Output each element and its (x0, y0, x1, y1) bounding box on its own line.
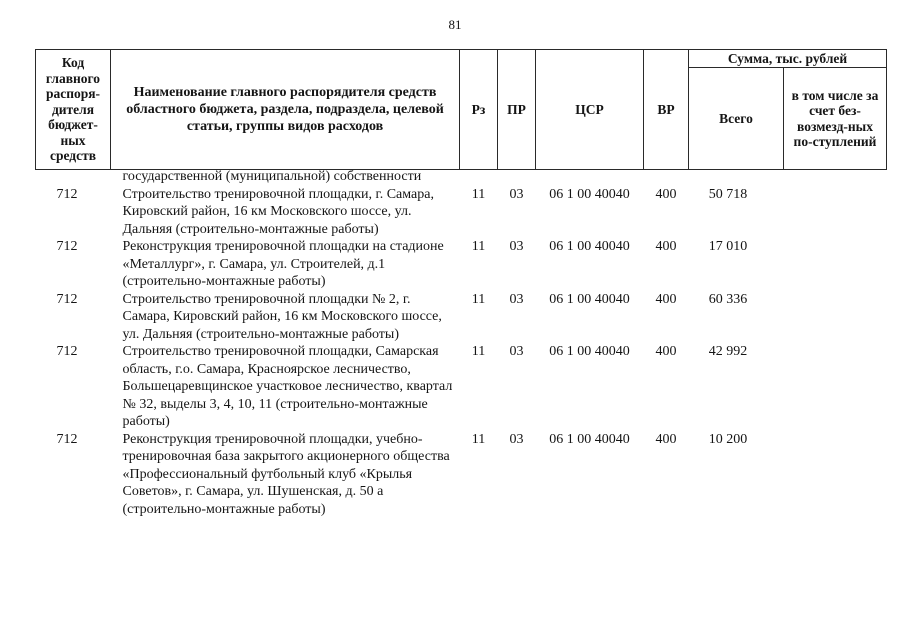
row-rz: 11 (471, 291, 486, 307)
table-row (36, 343, 887, 431)
table-row (36, 186, 887, 239)
row-name: Реконструкция тренировочной площадки на стадионе «Металлург», г. Самара, ул. Строителей, д.1 (строительно-монтажные работы) (122, 239, 444, 289)
header-csr: ЦСР (536, 50, 644, 170)
row-name: Строительство тренировочной площадки, г. Самара, Кировский район, 16 км Московского шоссе, ул. Дальняя (строительно-монтажные работы) (122, 186, 434, 237)
row-code: 712 (56, 344, 78, 359)
row-vr: 400 (655, 344, 677, 359)
table-row (36, 291, 887, 344)
row-code: 712 (56, 186, 78, 202)
row-code: 712 (56, 431, 78, 447)
row-free (784, 431, 887, 519)
row-pr: 03 (509, 186, 524, 202)
row-name: Строительство тренировочной площадки, Самарская область, г.о. Самара, Красноярское лесничество, Большецаревщинское участковое лесничество, квартал № 32, выделы 3, 4, 10, 11 (строительно-монтажные работы) (122, 344, 453, 429)
row-csr: 06 1 00 40040 (549, 186, 630, 202)
header-name: Наименование главного распорядителя средств областного бюджета, раздела, подраздела, целевой статьи, группы видов расходов (111, 50, 460, 170)
row-free (784, 186, 887, 239)
row-csr: 06 1 00 40040 (549, 291, 630, 307)
table-row (36, 238, 887, 291)
table-row (36, 431, 887, 519)
row-rz: 11 (471, 431, 486, 447)
page-number: 81 (448, 17, 462, 32)
row-pr: 03 (509, 291, 524, 307)
continuation-text: государственной (муниципальной) собственности (122, 169, 422, 184)
row-pr: 03 (509, 239, 524, 254)
row-pr: 03 (509, 431, 524, 447)
header-sum-group: Сумма, тыс. рублей (689, 50, 887, 68)
row-free (784, 238, 887, 291)
row-vr: 400 (655, 239, 677, 254)
row-rz: 11 (471, 186, 486, 202)
continuation-row (36, 170, 887, 186)
row-free (784, 343, 887, 431)
budget-table (35, 49, 887, 518)
row-name: Строительство тренировочной площадки № 2, г. Самара, Кировский район, 16 км Московского шоссе, ул. Дальняя (строительно-монтажные работы) (122, 291, 442, 342)
row-total: 10 200 (708, 431, 748, 447)
row-csr: 06 1 00 40040 (549, 344, 630, 359)
row-free (784, 291, 887, 344)
row-rz: 11 (471, 239, 486, 254)
row-vr: 400 (655, 186, 677, 202)
row-total: 42 992 (708, 344, 748, 359)
header-code: Код главного распоря-дителя бюджет-ных средств (36, 50, 111, 170)
row-total: 60 336 (708, 291, 748, 307)
row-total: 17 010 (708, 239, 748, 254)
header-sum-total: Всего (689, 68, 784, 170)
row-rz: 11 (471, 344, 486, 359)
header-sum-free: в том числе за счет без-возмезд-ных по-ступлений (784, 68, 887, 170)
header-rz: Рз (460, 50, 498, 170)
row-csr: 06 1 00 40040 (549, 239, 630, 254)
row-pr: 03 (509, 344, 524, 359)
row-code: 712 (56, 291, 78, 307)
row-vr: 400 (655, 431, 677, 447)
table-body (36, 170, 887, 519)
table-header (36, 50, 887, 170)
row-name: Реконструкция тренировочной площадки, учебно-тренировочная база закрытого акционерного общества «Профессиональный футбольный клуб «Крылья Советов», г. Самара, ул. Шушенская, д. 50 а (строительно-монтажные работы) (122, 431, 450, 517)
header-pr: ПР (498, 50, 536, 170)
row-code: 712 (56, 239, 78, 254)
header-vr: ВР (644, 50, 689, 170)
row-csr: 06 1 00 40040 (549, 431, 630, 447)
row-vr: 400 (655, 291, 677, 307)
row-total: 50 718 (708, 186, 748, 202)
